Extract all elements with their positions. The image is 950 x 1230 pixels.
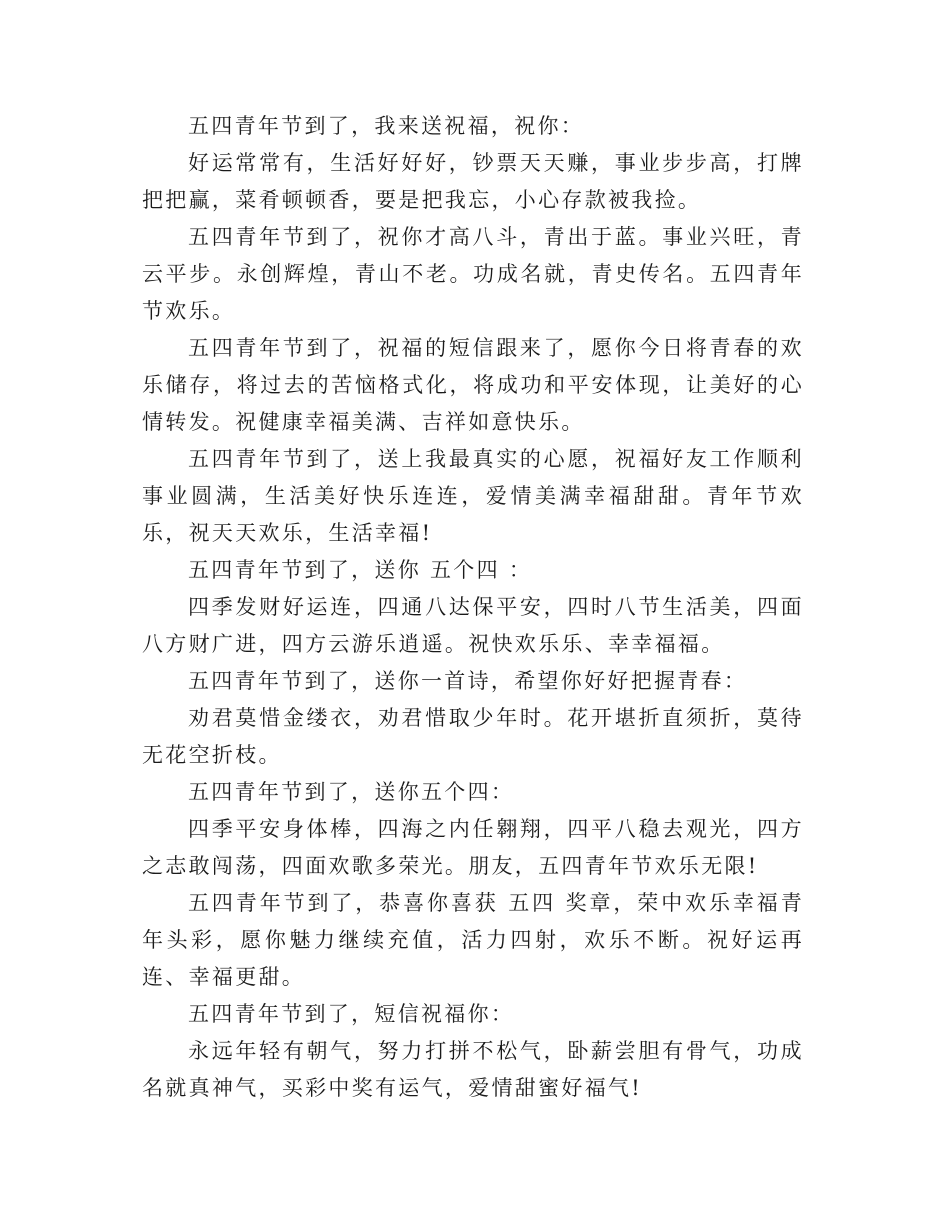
paragraph: 五四青年节到了，恭喜你喜获 五四 奖章，荣中欢乐幸福青年头彩，愿你魅力继续充值，活力四射，欢乐不断。祝好运再连、幸福更甜。: [142, 891, 804, 989]
paragraph: 五四青年节到了，祝福的短信跟来了，愿你今日将青春的欢乐储存，将过去的苦恼格式化，将成功和平安体现，让美好的心情转发。祝健康幸福美满、吉祥如意快乐。: [142, 336, 804, 434]
paragraph: 四季平安身体棒，四海之内任翱翔，四平八稳去观光，四方之志敢闯荡，四面欢歌多荣光。朋友，五四青年节欢乐无限!: [142, 817, 804, 878]
document-body: [142, 108, 804, 1107]
paragraph: 五四青年节到了，祝你才高八斗，青出于蓝。事业兴旺，青云平步。永创辉煌，青山不老。功成名就，青史传名。五四青年节欢乐。: [142, 225, 804, 323]
paragraph: 五四青年节到了，短信祝福你：: [188, 1002, 515, 1026]
paragraph: 五四青年节到了，送上我最真实的心愿，祝福好友工作顺利事业圆满，生活美好快乐连连，爱情美满幸福甜甜。青年节欢乐，祝天天欢乐，生活幸福!: [142, 447, 804, 545]
paragraph: 五四青年节到了，送你五个四：: [188, 780, 515, 804]
paragraph: 五四青年节到了，我来送祝福，祝你：: [188, 114, 585, 138]
paragraph: 五四青年节到了，送你一首诗，希望你好好把握青春：: [188, 669, 748, 693]
paragraph: 好运常常有，生活好好好，钞票天天赚，事业步步高，打牌把把赢，菜肴顿顿香，要是把我忘，小心存款被我捡。: [142, 151, 804, 212]
paragraph: 劝君莫惜金缕衣，劝君惜取少年时。花开堪折直须折，莫待无花空折枝。: [142, 706, 804, 767]
paragraph: 四季发财好运连，四通八达保平安，四时八节生活美，四面八方财广进，四方云游乐逍遥。祝快欢乐乐、幸幸福福。: [142, 595, 804, 656]
paragraph: 永远年轻有朝气，努力打拼不松气，卧薪尝胆有骨气，功成名就真神气，买彩中奖有运气，爱情甜蜜好福气!: [142, 1039, 804, 1100]
paragraph: 五四青年节到了，送你 五个四 ：: [188, 558, 533, 582]
